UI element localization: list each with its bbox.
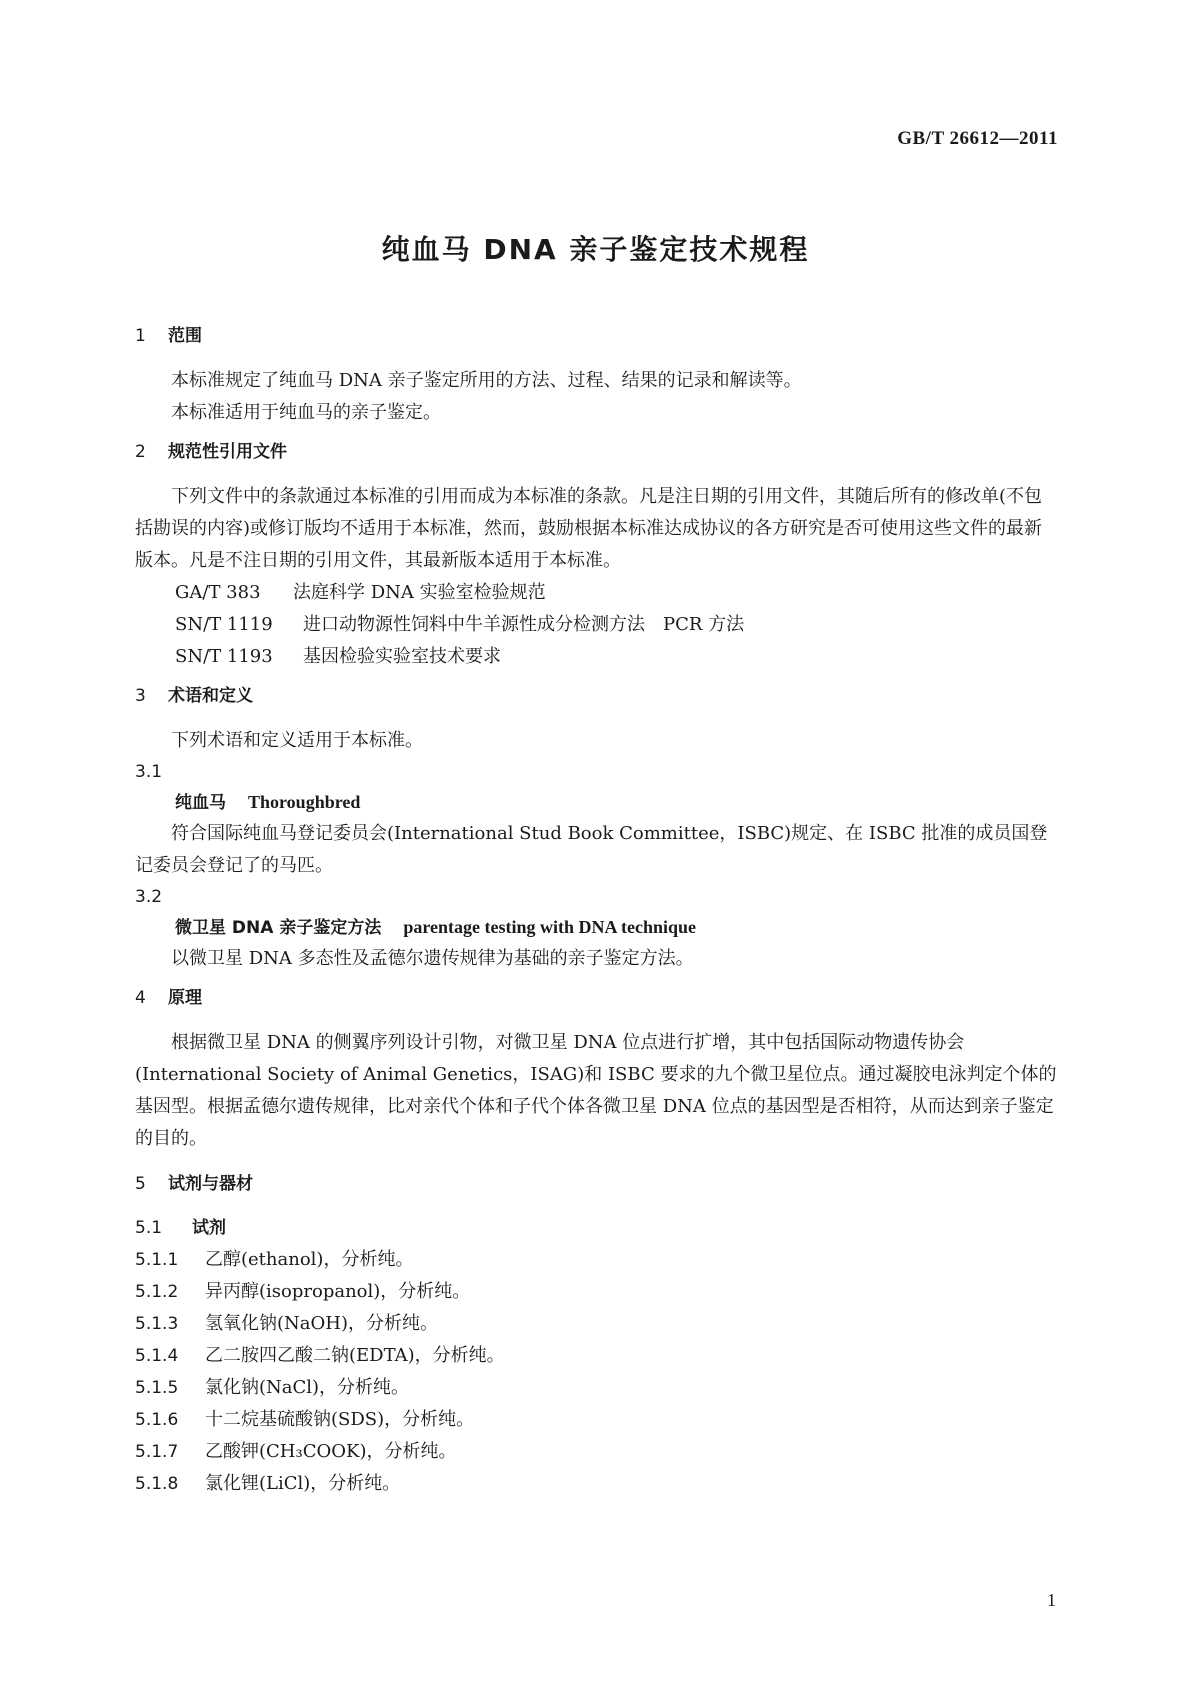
list-item — [135, 1468, 1060, 1500]
item-number: 5.1.7 — [135, 1442, 179, 1462]
reference-item — [135, 641, 1060, 673]
item-text: 氯化钠(NaCl)，分析纯。 — [205, 1377, 410, 1398]
item-number: 5.1.1 — [135, 1250, 179, 1270]
list-item — [135, 1372, 1060, 1404]
section-2-heading — [135, 441, 1060, 463]
list-item — [135, 1404, 1060, 1436]
standard-code: GB/T 26612—2011 — [897, 128, 1058, 149]
reference-item — [135, 577, 1060, 609]
term-zh: 微卫星 DNA 亲子鉴定方法 — [175, 918, 382, 938]
paragraph: 根据微卫星 DNA 的侧翼序列设计引物，对微卫星 DNA 位点进行扩增，其中包括国际动物遗传协会(International Society of Animal Genetics，ISAG)和 ISBC 要求的九个微卫星位点。通过凝胶电泳判定个体的基因型。根据孟德尔遗传规律，比对亲代个体和子代个体各微卫星 DNA 位点的基因型是否相符，从而达到亲子鉴定的目的。 — [135, 1032, 1057, 1149]
paragraph: 本标准规定了纯血马 DNA 亲子鉴定所用的方法、过程、结果的记录和解读等。 — [171, 370, 802, 391]
term-zh: 纯血马 — [175, 793, 226, 813]
paragraph: 下列文件中的条款通过本标准的引用而成为本标准的条款。凡是注日期的引用文件，其随后所有的修改单(不包括勘误的内容)或修订版均不适用于本标准，然而，鼓励根据本标准达成协议的各方研究是否可使用这些文件的最新版本。凡是不注日期的引用文件，其最新版本适用于本标准。 — [135, 486, 1043, 571]
reference-code: GA/T 383 — [175, 582, 261, 603]
section-number: 4 — [135, 988, 146, 1008]
term-entry — [135, 787, 1060, 818]
section-title: 试剂与器材 — [168, 1174, 253, 1194]
item-number: 5.1.5 — [135, 1378, 179, 1398]
section-title: 原理 — [168, 988, 202, 1008]
list-item — [135, 1244, 1060, 1276]
item-number: 5.1.8 — [135, 1474, 179, 1494]
item-text: 乙二胺四乙酸二钠(EDTA)，分析纯。 — [205, 1345, 505, 1366]
section-title: 术语和定义 — [168, 686, 253, 706]
paragraph: 本标准适用于纯血马的亲子鉴定。 — [171, 402, 441, 423]
item-number: 5.1.4 — [135, 1346, 179, 1366]
reference-title: 法庭科学 DNA 实验室检验规范 — [293, 582, 546, 603]
section-3-heading — [135, 685, 1060, 707]
reference-item — [135, 609, 1060, 641]
term-definition: 符合国际纯血马登记委员会(International Stud Book Committee，ISBC)规定、在 ISBC 批准的成员国登记委员会登记了的马匹。 — [135, 823, 1048, 876]
item-number: 5.1.2 — [135, 1282, 179, 1302]
item-text: 十二烷基硫酸钠(SDS)，分析纯。 — [205, 1409, 475, 1430]
document-title: 纯血马 DNA 亲子鉴定技术规程 — [381, 233, 810, 266]
section-5-heading — [135, 1173, 1060, 1195]
reference-code: SN/T 1119 — [175, 614, 273, 635]
list-item — [135, 1276, 1060, 1308]
clause-number: 3.2 — [135, 887, 163, 907]
item-text: 乙醇(ethanol)，分析纯。 — [205, 1249, 414, 1270]
paragraph: 下列术语和定义适用于本标准。 — [171, 730, 423, 751]
term-entry — [135, 912, 1060, 943]
list-item — [135, 1308, 1060, 1340]
term-definition: 以微卫星 DNA 多态性及孟德尔遗传规律为基础的亲子鉴定方法。 — [171, 948, 694, 969]
section-title: 范围 — [168, 326, 202, 346]
item-text: 氢氧化钠(NaOH)，分析纯。 — [205, 1313, 438, 1334]
item-text: 异丙醇(isopropanol)，分析纯。 — [205, 1281, 471, 1302]
section-number: 1 — [135, 326, 146, 346]
list-item — [135, 1436, 1060, 1468]
subsection-title: 试剂 — [192, 1218, 226, 1238]
item-text: 乙酸钾(CH₃COOK)，分析纯。 — [205, 1441, 457, 1462]
section-number: 2 — [135, 442, 146, 462]
term-en: parentage testing with DNA technique — [403, 917, 697, 937]
page-number: 1 — [1047, 1590, 1056, 1610]
section-number: 3 — [135, 686, 146, 706]
list-item — [135, 1340, 1060, 1372]
section-4-heading — [135, 987, 1060, 1009]
reference-code: SN/T 1193 — [175, 646, 273, 667]
section-title: 规范性引用文件 — [168, 442, 287, 462]
reference-title: 基因检验实验室技术要求 — [303, 646, 501, 667]
item-number: 5.1.6 — [135, 1410, 179, 1430]
document-body — [135, 325, 1060, 1500]
section-1-heading — [135, 325, 1060, 347]
section-number: 5 — [135, 1174, 146, 1194]
reference-title: 进口动物源性饲料中牛羊源性成分检测方法 PCR 方法 — [303, 614, 745, 635]
term-en: Thoroughbred — [248, 792, 361, 812]
item-number: 5.1.3 — [135, 1314, 179, 1334]
clause-number: 3.1 — [135, 762, 163, 782]
subsection-heading — [135, 1213, 1060, 1244]
subsection-number: 5.1 — [135, 1218, 163, 1238]
item-text: 氯化锂(LiCl)，分析纯。 — [205, 1473, 401, 1494]
